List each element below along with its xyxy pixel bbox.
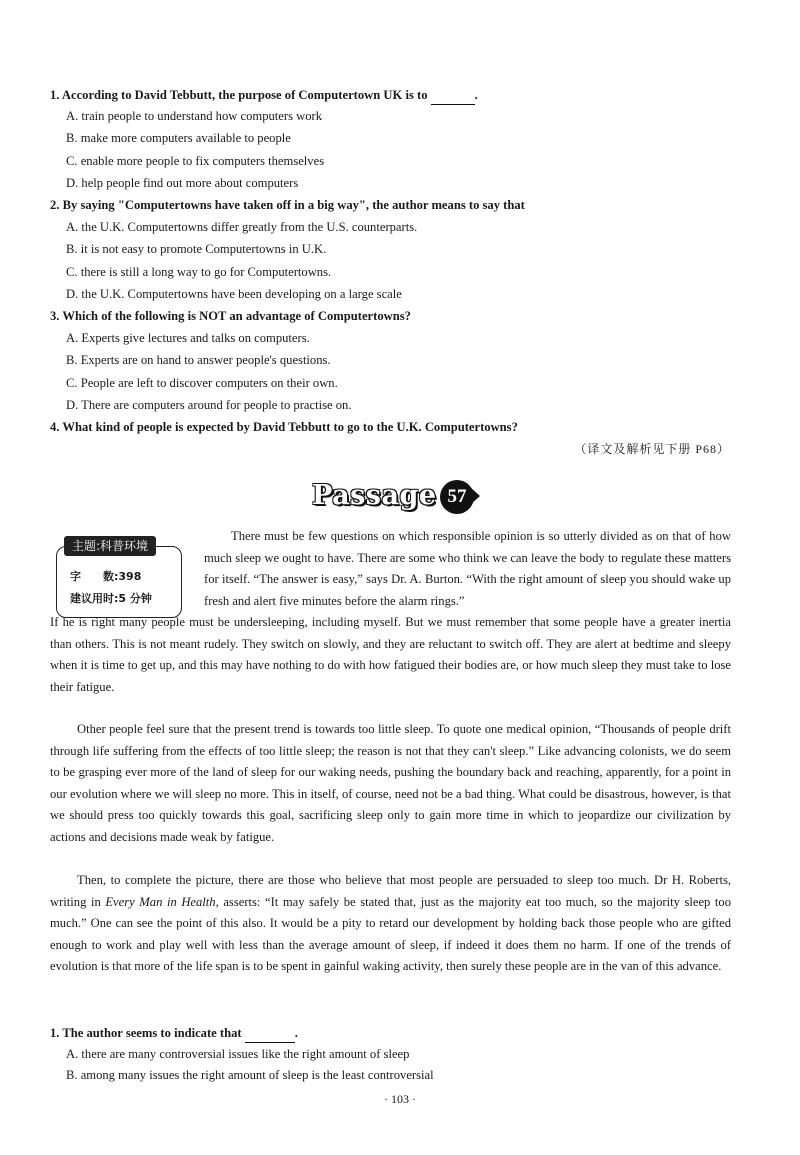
question-2-option-a: A. the U.K. Computertowns differ greatly from the U.S. counterparts.: [66, 220, 418, 234]
question-2-option-d: D. the U.K. Computertowns have been developing on a large scale: [66, 287, 402, 301]
question-1-option-a: A. train people to understand how computers work: [66, 109, 323, 123]
paragraph-3-text-a: Then, to complete the picture, there are those who believe that most people are persuaded to sleep too much. Dr H. Roberts, writing in: [50, 873, 731, 909]
question-3-stem: 3. Which of the following is NOT an advantage of Computertowns?: [50, 309, 411, 323]
question-1-option-b: B. make more computers available to people: [66, 131, 291, 145]
theme-tag: 主题:科普环境: [64, 536, 156, 556]
paragraph-2-text: Other people feel sure that the present trend is towards too little sleep. To quote one medical opinion, “Thousands of people drift through life suffering from the effects of too little sleep; the reason is not that they can't sleep.” Like advancing colonists, we do seem to be grasping ever more of the land of sleep for our waking needs, pushing the boundary back and reaching, apparently, for a point in our evolution where we will sleep no more. This in itself, of course, need not be a bad thing. What could be disastrous, however, is that we should press too quickly towards this goal, sacrificing sleep only to gain more time in which to jeopardize our civilization by actions and decisions made weak by fatigue.: [50, 722, 731, 844]
question-1-option-c: C. enable more people to fix computers themselves: [66, 154, 325, 168]
passage-number: 57: [440, 480, 474, 514]
passage-title: Passage: [312, 480, 437, 511]
passage-question-1-option-b: B. among many issues the right amount of sleep is the least controversial: [66, 1068, 434, 1082]
question-3-option-a: A. Experts give lectures and talks on computers.: [66, 331, 310, 345]
question-2-stem: 2. By saying "Computertowns have taken off in a big way", the author means to say that: [50, 198, 525, 212]
question-2-option-b: B. it is not easy to promote Computertowns in U.K.: [66, 242, 327, 256]
passage-question-1-option-a: A. there are many controversial issues like the right amount of sleep: [66, 1047, 410, 1061]
question-3-option-b: B. Experts are on hand to answer people's questions.: [66, 353, 331, 367]
question-4-stem: 4. What kind of people is expected by David Tebbutt to go to the U.K. Computertowns?: [50, 420, 518, 434]
paragraph-1-text-b: If he is right many people must be undersleeping, including myself. But we must remember that some people have a greater inertia than others. This is not meant rudely. They switch on slowly, and they are reluctant to switch off. They are alert at bedtime and sleepy when it is time to get up, and this may have nothing to do with how fatigued their bodies are, or how much sleep they must take to lose their fatigue.: [50, 615, 731, 694]
passage-paragraph-2: [50, 719, 731, 848]
passage-paragraph-3: [50, 870, 731, 978]
passage-banner: [304, 478, 484, 518]
question-3-option-d: D. There are computers around for people to practise on.: [66, 398, 352, 412]
answer-blank: [431, 86, 475, 105]
question-1-option-d: D. help people find out more about computers: [66, 176, 299, 190]
reference-note: （译文及解析见下册 P68）: [574, 442, 730, 456]
question-2-option-c: C. there is still a long way to go for Computertowns.: [66, 265, 332, 279]
page-number: · 103 ·: [384, 1092, 416, 1106]
suggested-time: 建议用时:5 分钟: [70, 592, 152, 605]
book-title: Every Man in Health: [105, 894, 216, 909]
paragraph-3-text: [50, 870, 731, 978]
question-3-option-c: C. People are left to discover computers on their own.: [66, 376, 338, 390]
passage-paragraph-1-continued: [50, 612, 731, 698]
paragraph-3-text-b: , asserts: “It may safely be stated that, just as the majority eat too much, so the majority sleep too much.” One can see the point of this also. It would be a pity to retard our development by holding back those people who are gifted enough to work and play well with less than the average amount of sleep, if indeed it does them no harm. If one of the trends of evolution is that more of the life span is to be spent in gainful waking activity, then surely these people are in the van of this advance.: [50, 894, 731, 973]
question-1-stem: 1. According to David Tebbutt, the purpose of Computertown UK is to .: [50, 86, 478, 105]
word-count: 字 数:398: [70, 570, 142, 583]
passage-info-box: [56, 536, 184, 618]
answer-blank: [245, 1024, 295, 1043]
passage-paragraph-1-start: [204, 526, 731, 612]
paragraph-1-text-a: There must be few questions on which responsible opinion is so utterly divided as on that of how much sleep we ought to have. There are some who think we can leave the body to regulate these matters for itself. “The answer is easy,” says Dr. A. Burton. “With the right amount of sleep you should wake up fresh and alert five minutes before the alarm rings.”: [204, 529, 731, 608]
passage-question-1-stem: 1. The author seems to indicate that .: [50, 1024, 298, 1043]
